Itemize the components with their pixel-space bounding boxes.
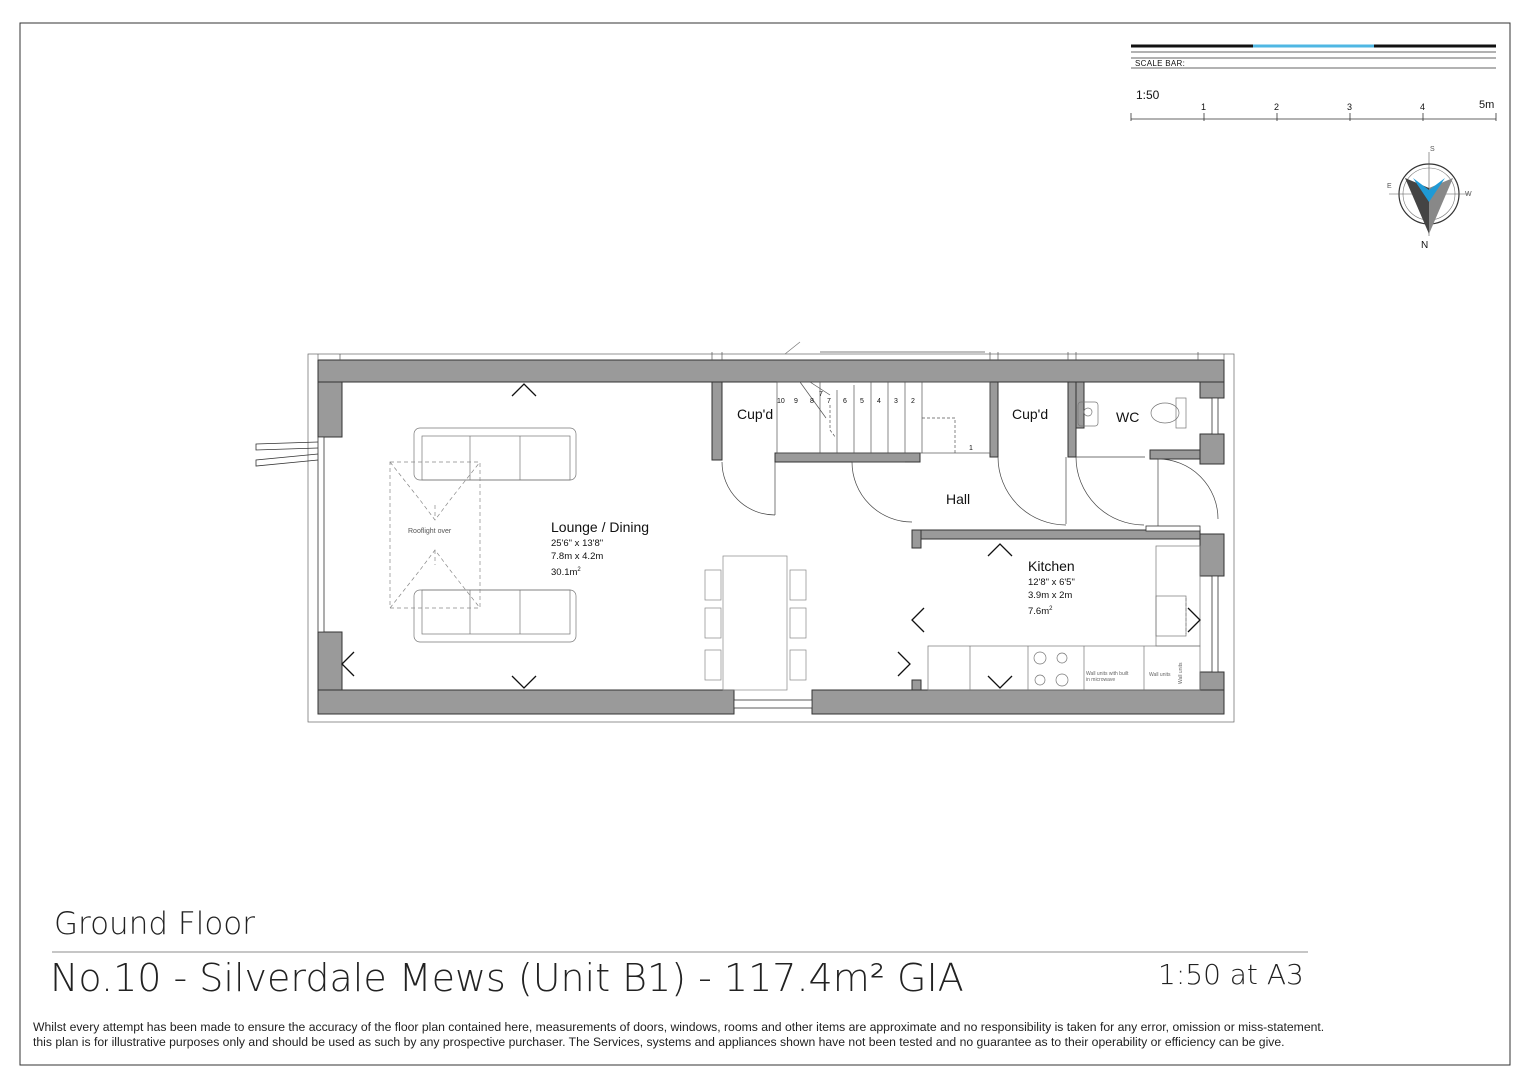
lounge-name: Lounge / Dining: [551, 519, 650, 535]
lounge-metric: 7.8m x 4.2m: [551, 551, 604, 562]
compass-south-label: S: [1430, 146, 1435, 153]
disclaimer-line-1: Whilst every attempt has been made to ensure the accuracy of the floor plan contained here, measurements of doors, windows, rooms and other items are approximate and no responsibility is taken for any error, omission or miss-statement.: [33, 1020, 1325, 1034]
wc-name: WC: [1116, 409, 1140, 425]
disclaimer: [33, 1020, 1324, 1050]
scale-bar: [1131, 46, 1496, 121]
windows: [318, 398, 1218, 708]
compass-icon: [1389, 152, 1469, 236]
disclaimer-line-2: this plan is for illustrative purposes only and should be used as such by any prospective purchaser. The Services, systems and appliances shown have not been tested and no guarantee as to their operability or efficiency can be give.: [33, 1035, 1285, 1049]
scale-bar-label: SCALE BAR:: [1135, 59, 1186, 68]
cupboard-right-name: Cup'd: [1012, 406, 1049, 422]
scale-bar-end-label: 5m: [1479, 99, 1495, 111]
stair-step-label: 9: [794, 398, 798, 405]
sofas: [414, 428, 576, 642]
scale-tick-2: 2: [1274, 102, 1280, 112]
cupboard-left-name: Cup'd: [737, 406, 774, 422]
scale-tick-1: 1: [1201, 102, 1207, 112]
compass-east-label: E: [1387, 183, 1392, 190]
lounge-imperial: 25'6" x 13'8": [551, 538, 604, 549]
kitchen-unit-label-2: Wall units: [1149, 672, 1171, 678]
hall-name: Hall: [946, 491, 971, 507]
scale-tick-4: 4: [1420, 102, 1426, 112]
dining-table: [705, 556, 806, 690]
kitchen-name: Kitchen: [1028, 558, 1075, 574]
stair-step-label: 8: [810, 398, 814, 405]
kitchen-unit-label-1: Wall units with built in microwave: [1086, 671, 1129, 683]
stair-step-label: 1: [969, 445, 973, 452]
kitchen-imperial: 12'8" x 6'5": [1028, 577, 1075, 588]
compass-north-label: N: [1421, 240, 1429, 251]
lounge-area: $30.1m^2$: [551, 567, 581, 579]
stair-step-label: 2: [911, 398, 915, 405]
stair-step-label: 7: [819, 391, 823, 398]
stair-step-label: 10: [777, 398, 785, 405]
compass-west-label: W: [1465, 191, 1472, 198]
floor-title: Ground Floor: [54, 906, 256, 942]
stair-step-label: 4: [877, 398, 881, 405]
rooflight-label: Rooflight over: [408, 528, 452, 535]
scale-tick-3: 3: [1347, 102, 1353, 112]
stair-step-label: 7: [827, 398, 831, 405]
kitchen-metric: 3.9m x 2m: [1028, 590, 1073, 601]
scale-bar-ratio: 1:50: [1136, 88, 1160, 102]
scale-note: 1:50 at A3: [1158, 958, 1304, 991]
staircase: [777, 342, 990, 453]
kitchen-area: $7.6m^2$: [1028, 606, 1053, 618]
bifold-door: [256, 442, 318, 466]
stair-step-label: 6: [843, 398, 847, 405]
property-title: No.10 - Silverdale Mews (Unit B1) - 117.4m² GIA: [50, 956, 964, 1000]
kitchen-unit-label-3: Wall units: [1178, 662, 1184, 684]
stair-step-label: 5: [860, 398, 864, 405]
rooflight: [390, 462, 480, 608]
stair-step-label: 3: [894, 398, 898, 405]
